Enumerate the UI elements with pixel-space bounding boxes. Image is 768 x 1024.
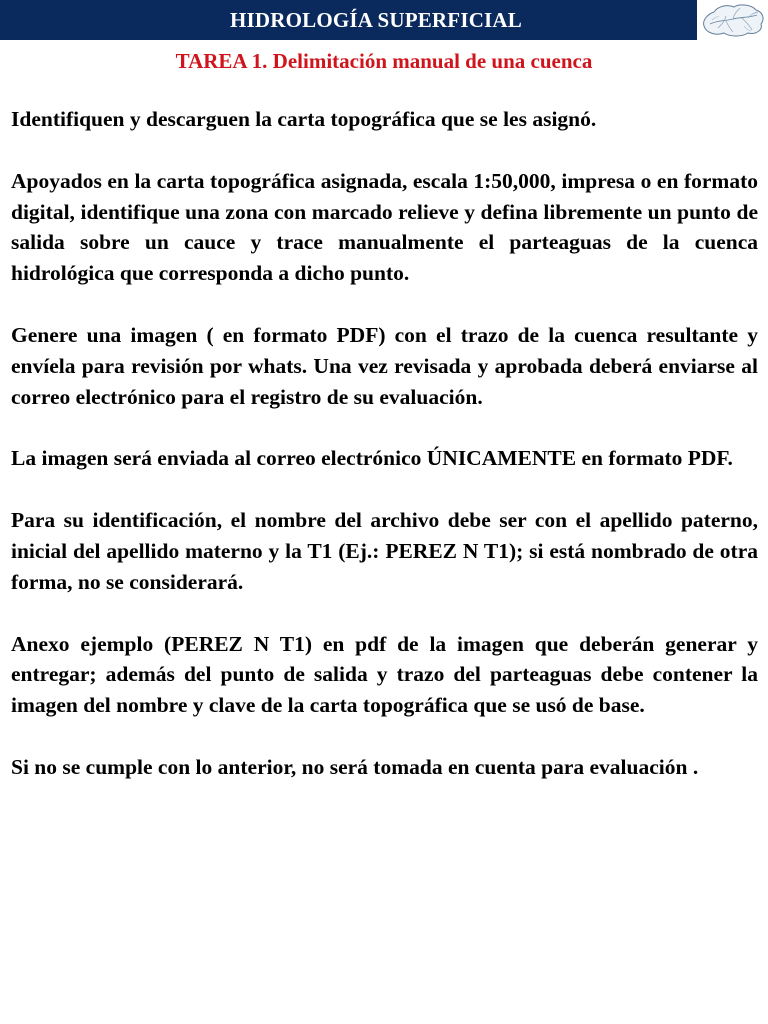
task-subtitle: TAREA 1. Delimitación manual de una cuenca [175, 49, 593, 73]
paragraph-identify-chart: Identifiquen y descarguen la carta topográfica que se les asignó. [11, 107, 597, 131]
paragraph-file-naming: Para su identificación, el nombre del archivo debe ser con el apellido paterno, inicial del apellido materno y la T1 (Ej.: PEREZ N T1); si está nombrado de otra forma, no se considerará. [11, 508, 758, 594]
paragraph-example-annex: Anexo ejemplo (PEREZ N T1) en pdf de la imagen que deberán generar y entregar; además del punto de salida y trazo del parteaguas debe contener la imagen del nombre y clave de la carta topográfica que se usó de base. [11, 631, 758, 718]
header-bar [0, 0, 697, 40]
paragraph-delineate-basin: Apoyados en la carta topográfica asignada, escala 1:50,000, impresa o en formato digital, identifique una zona con marcado relieve y defina libremente un punto de salida sobre un cauce y trace manualmente el parteaguas de la cuenca hidrológica que corresponda a dicho punto. [11, 168, 758, 286]
paragraph-generate-pdf: Genere una imagen ( en formato PDF) con el trazo de la cuenca resultante y envíela para revisión por whats. Una vez revisada y aprobada deberá enviarse al correo electrónico para el registro de su evaluación. [11, 322, 758, 409]
instructions-body [11, 104, 758, 814]
paragraph-email-format: La imagen será enviada al correo electrónico ÚNICAMENTE en formato PDF. [11, 446, 733, 471]
paragraph-compliance: Si no se cumple con lo anterior, no será tomada en cuenta para evaluación . [11, 754, 699, 779]
watershed-map-icon [700, 2, 766, 38]
page-title: HIDROLOGÍA SUPERFICIAL [229, 7, 523, 32]
